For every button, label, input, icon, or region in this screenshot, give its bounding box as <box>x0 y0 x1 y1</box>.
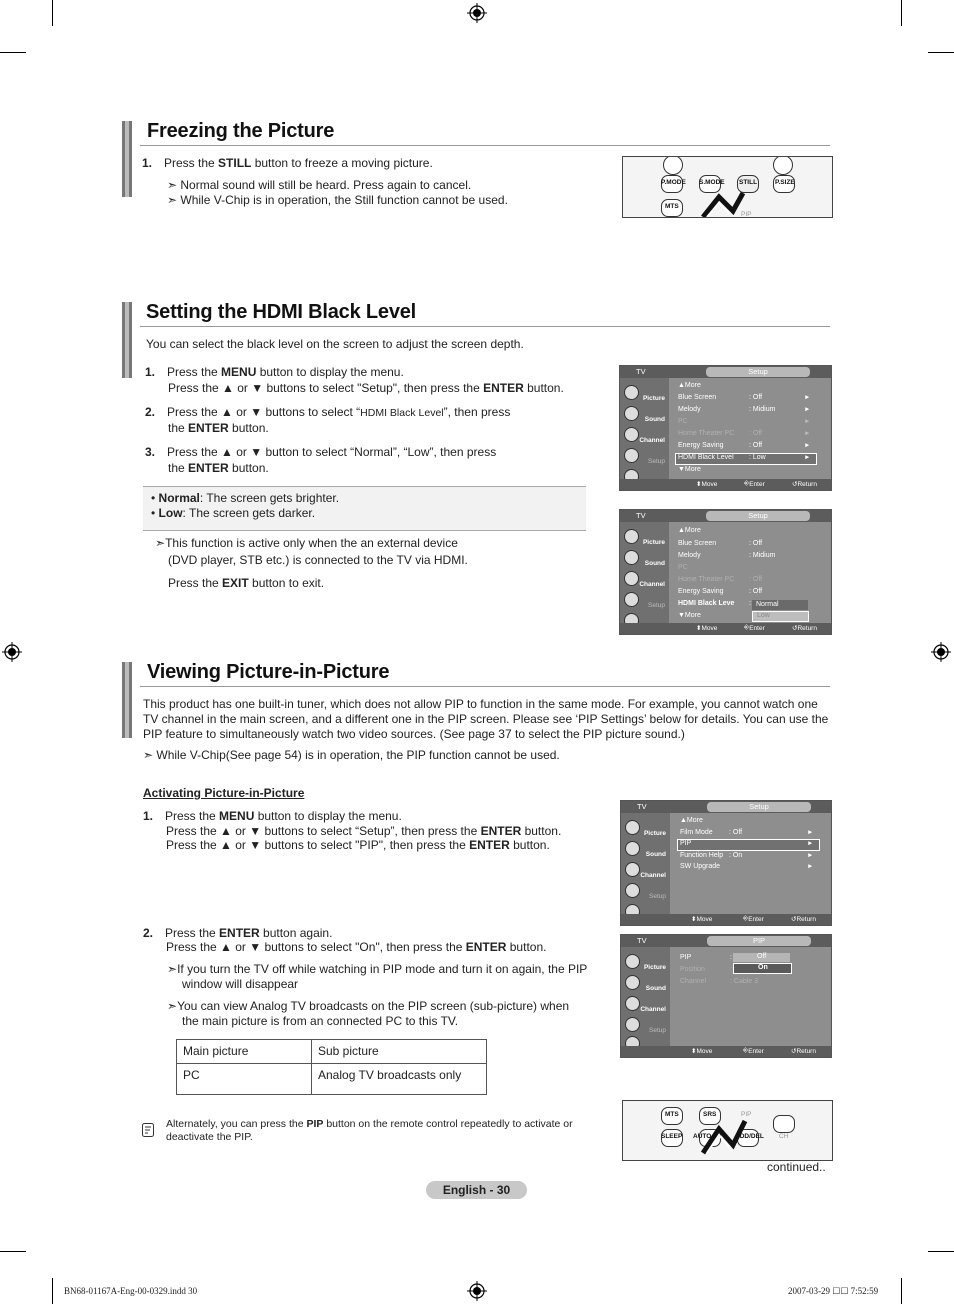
pip-step-1c: Press the ▲ or ▼ buttons to select "PIP", then press the ENTER button. <box>166 838 550 852</box>
osd-nav-picture: Picture <box>623 953 668 971</box>
osd-nav-sound: Sound <box>623 974 668 992</box>
hdmi-step-1: 1. Press the MENU button to display the menu. <box>145 365 404 379</box>
step-number: 1. <box>142 156 153 170</box>
osd-nav-sound: Sound <box>622 549 667 567</box>
pip-step-1: 1. Press the MENU button to display the menu. <box>143 809 402 823</box>
osd-nav-setup: Setup <box>623 1016 668 1034</box>
pointing-hand-icon <box>699 1115 749 1155</box>
remote-label: ADD/DEL <box>735 1133 764 1140</box>
crop-mark <box>928 52 954 53</box>
registration-mark-icon <box>467 3 487 23</box>
osd-nav-picture: Picture <box>622 384 667 402</box>
channel-icon <box>624 427 639 442</box>
hdmi-step-3b: the ENTER button. <box>168 461 269 475</box>
pip-note-1: ➣If you turn the TV off while watching in PIP mode and turn it on again, the PIP <box>167 962 588 976</box>
remote-button <box>663 156 683 175</box>
section-bar <box>122 662 132 738</box>
osd-nav-channel: Channel <box>623 995 668 1013</box>
section-rule <box>140 326 830 327</box>
sound-icon <box>625 975 640 990</box>
osd-nav-setup: Setup <box>622 447 667 465</box>
pip-note-2b: the main picture is from an connected PC to this TV. <box>182 1014 459 1028</box>
remote-label: SLEEP <box>661 1133 683 1140</box>
pointing-hand-icon <box>699 189 752 218</box>
remote-label: S.MODE <box>699 179 725 186</box>
continued-label: continued.. <box>767 1160 826 1174</box>
osd-setup-menu: TV Setup Picture Sound Channel Setup ▲More Blue Screen : Off ► Melody : Midium ► PC ► Home Theater PC : Off ► Energy Saving : Off ► HDMI Black Level : Low ► ▼More ⬍ Move ⎆ Enter ↺ Return <box>619 365 832 491</box>
table-row <box>177 1064 487 1095</box>
remote-illustration-pip <box>622 1100 833 1161</box>
osd-nav-channel: Channel <box>622 570 667 588</box>
registration-mark-icon <box>931 642 951 662</box>
crop-mark <box>0 1251 26 1252</box>
osd-highlight <box>677 839 820 851</box>
osd-setup-menu-pip: TV Setup Picture Sound Channel Setup ▲More Film Mode : Off ► PIP ► Function Help : On ► SW Upgrade ► ⬍ Move ⎆ Enter ↺ Return <box>620 800 832 926</box>
sound-icon <box>624 406 639 421</box>
osd-setup-menu-black-level: TV Setup Picture Sound Channel Setup ▲More Blue Screen : Off Melody : Midium PC Home Theater PC : Off Energy Saving : Off HDMI Black Leve : Normal Low ▼More ⬍ Move ⎆ Enter ↺ Return <box>619 509 832 635</box>
registration-mark-icon <box>467 1281 487 1301</box>
osd-nav-channel: Channel <box>623 861 668 879</box>
table-header: Sub picture <box>312 1040 487 1064</box>
sound-icon <box>624 550 639 565</box>
pip-note-2: ➣You can view Analog TV broadcasts on the PIP screen (sub-picture) when <box>167 999 570 1013</box>
remote-label: MTS <box>665 1111 679 1118</box>
pip-alt-note-b: deactivate the PIP. <box>166 1131 253 1143</box>
remote-button <box>773 156 793 175</box>
table-header: Main picture <box>177 1040 312 1064</box>
picture-icon <box>624 529 639 544</box>
section-bar <box>122 302 132 378</box>
picture-icon <box>625 954 640 969</box>
freeze-note-1: ➣ Normal sound will still be heard. Press again to cancel. <box>167 178 472 192</box>
hdmi-exit: Press the EXIT button to exit. <box>168 576 325 590</box>
channel-icon <box>624 571 639 586</box>
setup-icon <box>624 592 639 607</box>
osd-option-off: Off <box>733 953 790 962</box>
channel-icon <box>625 996 640 1011</box>
note-icon <box>142 1123 154 1137</box>
hdmi-note-a: ➣This function is active only when the an external device <box>155 536 458 550</box>
pip-subheading: Activating Picture-in-Picture <box>143 786 305 800</box>
section-rule <box>140 686 830 687</box>
remote-label: P.SIZE <box>775 179 795 186</box>
picture-icon <box>624 385 639 400</box>
pip-alt-note: Alternately, you can press the PIP button on the remote control repeatedly to activate or <box>166 1118 573 1130</box>
crop-mark <box>52 1278 53 1304</box>
hdmi-step-2b: the ENTER button. <box>168 421 269 435</box>
freeze-title: Freezing the Picture <box>147 120 335 142</box>
pip-intro: This product has one built-in tuner, which does not allow PIP to function in the same mode. For example, you cannot watch one TV channel in the main screen, and a different one in the PIP screen. Please see ‘PIP Settings’ below for details. You can use the PIP feature to simultaneously watch two video sources. (See page 37 to select the PIP picture sound.) <box>143 697 829 741</box>
section-bar <box>122 121 132 197</box>
freeze-step-1: 1. Press the STILL button to freeze a moving picture. <box>142 156 433 170</box>
osd-option-on: On <box>733 963 792 974</box>
channel-icon <box>625 862 640 877</box>
osd-nav-setup: Setup <box>623 882 668 900</box>
crop-mark <box>52 0 53 26</box>
crop-mark <box>0 52 26 53</box>
hdmi-intro: You can select the black level on the screen to adjust the screen depth. <box>146 337 524 351</box>
remote-label: SRS <box>703 1111 717 1118</box>
setup-icon <box>625 1017 640 1032</box>
remote-illustration-still <box>622 156 833 218</box>
hdmi-step-1b: Press the ▲ or ▼ buttons to select "Setup", then press the ENTER button. <box>168 381 564 395</box>
osd-nav-setup: Setup <box>622 591 667 609</box>
remote-label: CH <box>779 1133 789 1140</box>
table-cell: Analog TV broadcasts only <box>312 1064 487 1095</box>
crop-mark <box>901 1278 902 1304</box>
crop-mark <box>901 0 902 26</box>
osd-nav-sound: Sound <box>622 405 667 423</box>
osd-nav-picture: Picture <box>623 819 668 837</box>
setup-icon <box>625 883 640 898</box>
hdmi-step-3: 3. Press the ▲ or ▼ button to select “Normal”, “Low”, then press <box>145 445 497 459</box>
pip-source-table <box>176 1039 487 1095</box>
setup-icon <box>624 448 639 463</box>
table-row <box>177 1040 487 1064</box>
freeze-note-2: ➣ While V-Chip is in operation, the Still function cannot be used. <box>167 193 508 207</box>
pip-title: Viewing Picture-in-Picture <box>147 661 390 683</box>
picture-icon <box>625 820 640 835</box>
pip-note-1b: window will disappear <box>182 977 299 991</box>
remote-label: P.MODE <box>661 179 686 186</box>
sound-icon <box>625 841 640 856</box>
osd-nav-picture: Picture <box>622 528 667 546</box>
remote-button <box>773 1115 795 1133</box>
table-cell: PC <box>177 1064 312 1095</box>
osd-option-low: Low <box>752 611 809 622</box>
hdmi-title: Setting the HDMI Black Level <box>146 301 417 323</box>
crop-mark <box>928 1251 954 1252</box>
pip-vchip-note: ➣ While V-Chip(See page 54) is in operation, the PIP function cannot be used. <box>143 748 560 762</box>
remote-label: PIP <box>741 211 752 218</box>
registration-mark-icon <box>2 642 22 662</box>
pip-step-1b: Press the ▲ or ▼ buttons to select “Setup”, then press the ENTER button. <box>166 824 562 838</box>
osd-option-normal: Normal <box>752 600 808 610</box>
hdmi-note-b: (DVD player, STB etc.) is connected to the TV via HDMI. <box>168 553 468 567</box>
option-normal: • Normal: The screen gets brighter. <box>151 491 340 505</box>
remote-label: PIP <box>741 1111 752 1118</box>
section-rule <box>140 145 830 146</box>
page-number-badge: English - 30 <box>426 1181 527 1199</box>
remote-label: AUTO <box>693 1133 712 1140</box>
remote-label: STILL <box>739 179 758 186</box>
remote-label: MTS <box>665 203 679 210</box>
footer-file: BN68-01167A-Eng-00-0329.indd 30 <box>64 1286 198 1296</box>
pip-step-2b: Press the ▲ or ▼ buttons to select "On", then press the ENTER button. <box>166 940 547 954</box>
osd-pip-menu: TV PIP Picture Sound Channel Setup PIP : Position : Channel : Cable 3 Off On ⬍ Move ⎆ Enter ↺ Return <box>620 934 832 1058</box>
footer-date: 2007-03-29 ☐☐ 7:52:59 <box>788 1286 879 1296</box>
osd-nav-sound: Sound <box>623 840 668 858</box>
osd-nav-channel: Channel <box>622 426 667 444</box>
hdmi-step-2: 2. Press the ▲ or ▼ buttons to select “HDMI Black Level”, then press <box>145 405 511 419</box>
pip-step-2: 2. Press the ENTER button again. <box>143 926 333 940</box>
option-low: • Low: The screen gets darker. <box>151 506 316 520</box>
